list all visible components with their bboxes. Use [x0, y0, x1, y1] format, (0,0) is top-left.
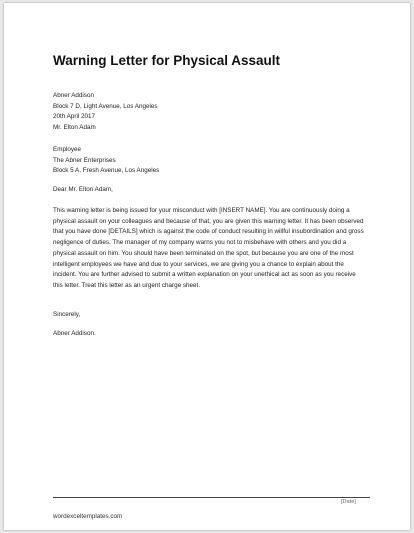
sender-address: Block 7 D, Light Avenue, Los Angeles	[53, 102, 158, 110]
recipient-company: The Abner Enterprises	[53, 156, 116, 164]
letter-title: Warning Letter for Physical Assault	[53, 53, 281, 68]
footer-date-placeholder: [Date]	[341, 499, 356, 505]
sender-name: Abner Addison	[53, 92, 94, 99]
sender-block	[53, 91, 158, 134]
signature: Abner Addison.	[53, 330, 96, 337]
footer-website: wordexceltemplates.com	[53, 513, 123, 520]
letter-date: 20th April 2017	[53, 113, 96, 121]
letter-body: This warning letter is being issued for your misconduct with [INSERT NAME]. You are continuously doing a physical assault on your colleagues and because of that, you are given this warning letter. It has been observed that you have done [DETAILS] which is against the code of conduct resulting in willful insubordination and gross negligence of duties. The manager of my company warns you not to misbehave with others and you did a physical assault on him. You should have been terminated on the spot, but because you are one of the most intelligent employees we have and due to your services, we are giving you a chance to explain about the incident. You are further advised to submit a written explanation on your unethical act as soon as you receive this letter. Treat this letter as an urgent charge sheet.	[53, 207, 364, 289]
footer-divider	[53, 497, 370, 498]
letter-page	[4, 3, 410, 530]
recipient-name: Mr. Elton Adam	[53, 124, 96, 132]
closing: Sincerely,	[53, 311, 81, 318]
recipient-address: Block 5 A, Fresh Avenue, Los Angeles	[53, 167, 160, 175]
recipient-block	[53, 145, 159, 177]
recipient-role: Employee	[53, 146, 82, 153]
greeting: Dear Mr. Elton Adam,	[53, 186, 113, 193]
